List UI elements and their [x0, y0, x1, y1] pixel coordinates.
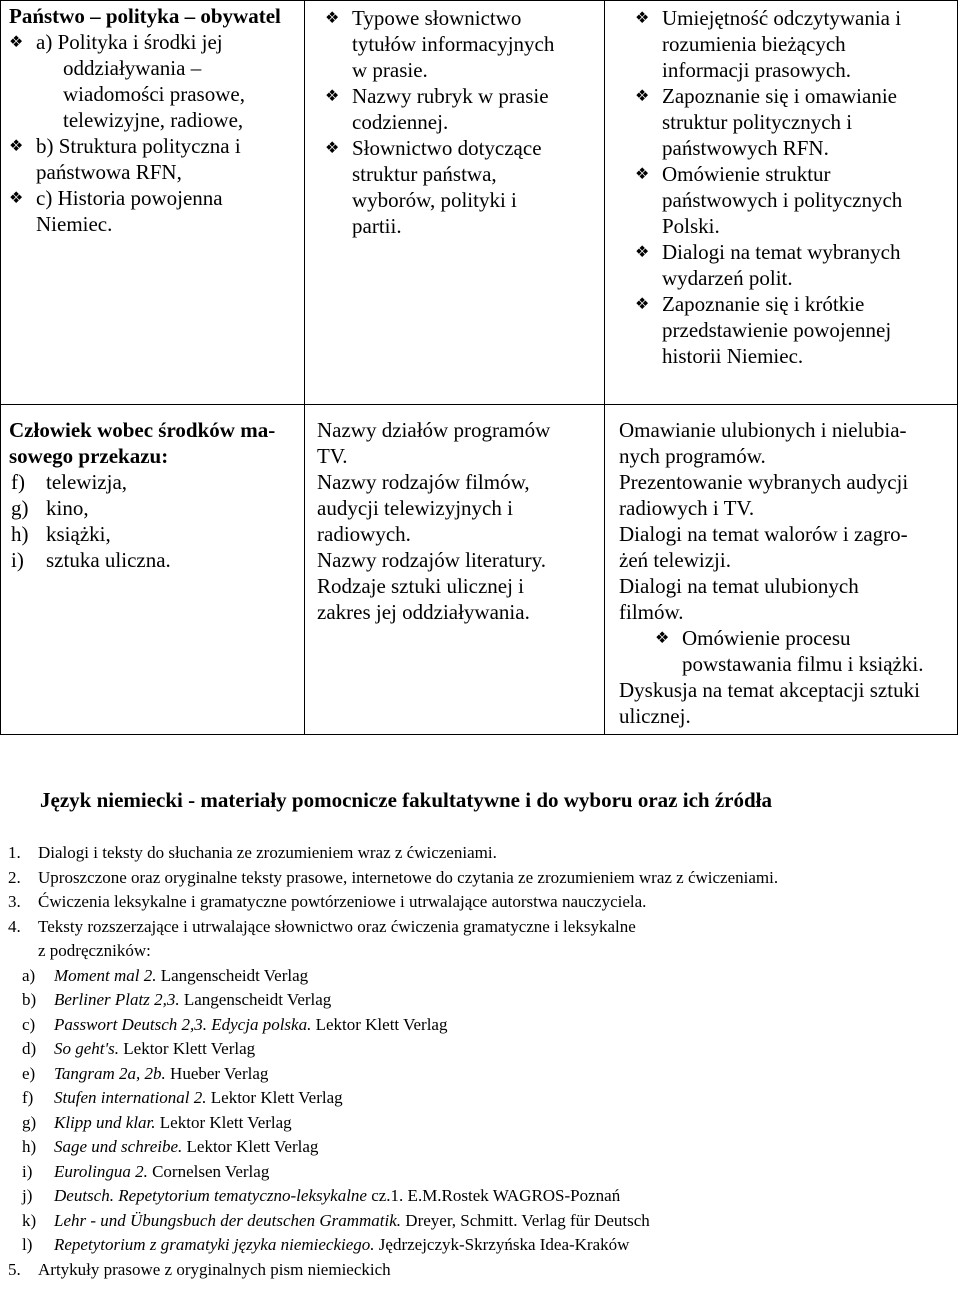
list-item: h) książki,: [11, 522, 111, 546]
book-item: l) Repetytorium z gramatyki języka niemieckiego. Jędrzejczyk-Skrzyńska Idea-Kraków: [22, 1235, 630, 1254]
list-item: ❖ b) Struktura polityczna i państwowa RFN,: [9, 134, 241, 184]
book-item: k) Lehr - und Übungsbuch der deutschen Grammatik. Dreyer, Schmitt. Verlag für Deutsch: [22, 1210, 650, 1230]
book-item: b) Berliner Platz 2,3. Langenscheidt Verlag: [22, 990, 332, 1009]
diamond-cluster-icon: ❖: [9, 32, 24, 51]
section-title: Człowiek wobec środków ma-: [9, 418, 276, 442]
sources-list: [8, 841, 918, 1282]
diamond-cluster-icon: ❖: [635, 8, 650, 27]
diamond-cluster-icon: ❖: [655, 628, 670, 647]
diamond-cluster-icon: ❖: [325, 8, 340, 27]
diamond-cluster-icon: ❖: [325, 86, 340, 105]
list-item: 3. Ćwiczenia leksykalne i gramatyczne powtórzeniowe i utrwalające autorstwa nauczyciela.: [8, 892, 647, 911]
list-item: f) telewizja,: [11, 470, 128, 494]
list-item: ❖ c) Historia powojenna Niemiec.: [9, 186, 223, 236]
book-item: f) Stufen international 2. Lektor Klett Verlag: [22, 1088, 343, 1107]
list-item: ❖ Zapoznanie się i krótkie przedstawienie powojennej historii Niemiec.: [635, 292, 892, 368]
book-item: g) Klipp und klar. Lektor Klett Verlag: [22, 1112, 292, 1132]
book-item: e) Tangram 2a, 2b. Hueber Verlag: [22, 1063, 269, 1083]
table-cell: Nazwy działów programów TV. Nazwy rodzajów filmów, audycji telewizyjnych i radiowych. Nazwy rodzajów literatury. Rodzaje sztuki ulicznej i zakres jej oddziaływania.: [305, 405, 605, 735]
table-row: [1, 1, 958, 405]
book-item: i) Eurolingua 2. Cornelsen Verlag: [22, 1161, 270, 1181]
list-item: 1. Dialogi i teksty do słuchania ze zrozumieniem wraz z ćwiczeniami.: [8, 843, 497, 862]
book-item: d) So geht's. Lektor Klett Verlag: [22, 1039, 256, 1058]
list-item: 2. Uproszczone oraz oryginalne teksty prasowe, internetowe do czytania ze zrozumieniem wraz z ćwiczeniami.: [8, 867, 779, 887]
list-item: ❖ a) Polityka i środki jej oddziaływania – wiadomości prasowe, telewizyjne, radiowe,: [9, 30, 245, 132]
book-item: j) Deutsch. Repetytorium tematyczno-leksykalne cz.1. E.M.Rostek WAGROS-Poznań: [22, 1186, 621, 1205]
table-cell: [1, 1, 305, 405]
list-item: ❖ Typowe słownictwo tytułów informacyjnych w prasie.: [325, 6, 555, 82]
book-item: c) Passwort Deutsch 2,3. Edycja polska. Lektor Klett Verlag: [22, 1014, 448, 1034]
list-item: ❖ Omówienie procesu powstawania filmu i książki.: [655, 626, 924, 676]
list-item: 5. Artykuły prasowe z oryginalnych pism niemieckich: [8, 1259, 391, 1279]
list-item: i) sztuka uliczna.: [11, 548, 171, 572]
table-cell: Omawianie ulubionych i nielubia- nych programów. Prezentowanie wybranych audycji radiowych i TV. Dialogi na temat walorów i zagro- żeń telewizji. Dialogi na temat ulubionych filmów. ❖ Omówienie procesu powstawania filmu i książki. Dyskusja na temat akceptacji sztuki ulicznej.: [605, 405, 958, 735]
section-title: sowego przekazu:: [9, 444, 169, 468]
section-title: Państwo – polityka – obywatel: [9, 4, 281, 28]
list-item: 4. Teksty rozszerzające i utrwalające słownictwo oraz ćwiczenia gramatyczne i leksykalne z podręczników:: [8, 916, 636, 960]
diamond-cluster-icon: ❖: [635, 86, 650, 105]
table-cell: [605, 1, 958, 405]
diamond-cluster-icon: ❖: [9, 136, 24, 155]
list-item: g) kino,: [11, 496, 89, 520]
list-item: ❖ Umiejętność odczytywania i rozumienia bieżących informacji prasowych.: [635, 6, 902, 82]
list-item: ❖ Dialogi na temat wybranych wydarzeń polit.: [635, 240, 901, 290]
table-row: [1, 405, 958, 735]
diamond-cluster-icon: ❖: [635, 164, 650, 183]
book-item: h) Sage und schreibe. Lektor Klett Verlag: [22, 1137, 319, 1156]
list-item: ❖ Omówienie struktur państwowych i politycznych Polski.: [635, 162, 903, 238]
diamond-cluster-icon: ❖: [635, 242, 650, 261]
book-item: a) Moment mal 2. Langenscheidt Verlag: [22, 965, 309, 985]
list-item: ❖ Słownictwo dotyczące struktur państwa, wyborów, polityki i partii.: [325, 136, 542, 238]
table-cell: [305, 1, 605, 405]
list-item: ❖ Nazwy rubryk w prasie codziennej.: [325, 84, 549, 134]
diamond-cluster-icon: ❖: [325, 138, 340, 157]
list-item: ❖ Zapoznanie się i omawianie struktur politycznych i państwowych RFN.: [635, 84, 897, 160]
diamond-cluster-icon: ❖: [9, 188, 24, 207]
section-heading: Język niemiecki - materiały pomocnicze fakultatywne i do wyboru oraz ich źródła: [40, 788, 772, 812]
diamond-cluster-icon: ❖: [635, 294, 650, 313]
table-cell: [1, 405, 305, 735]
